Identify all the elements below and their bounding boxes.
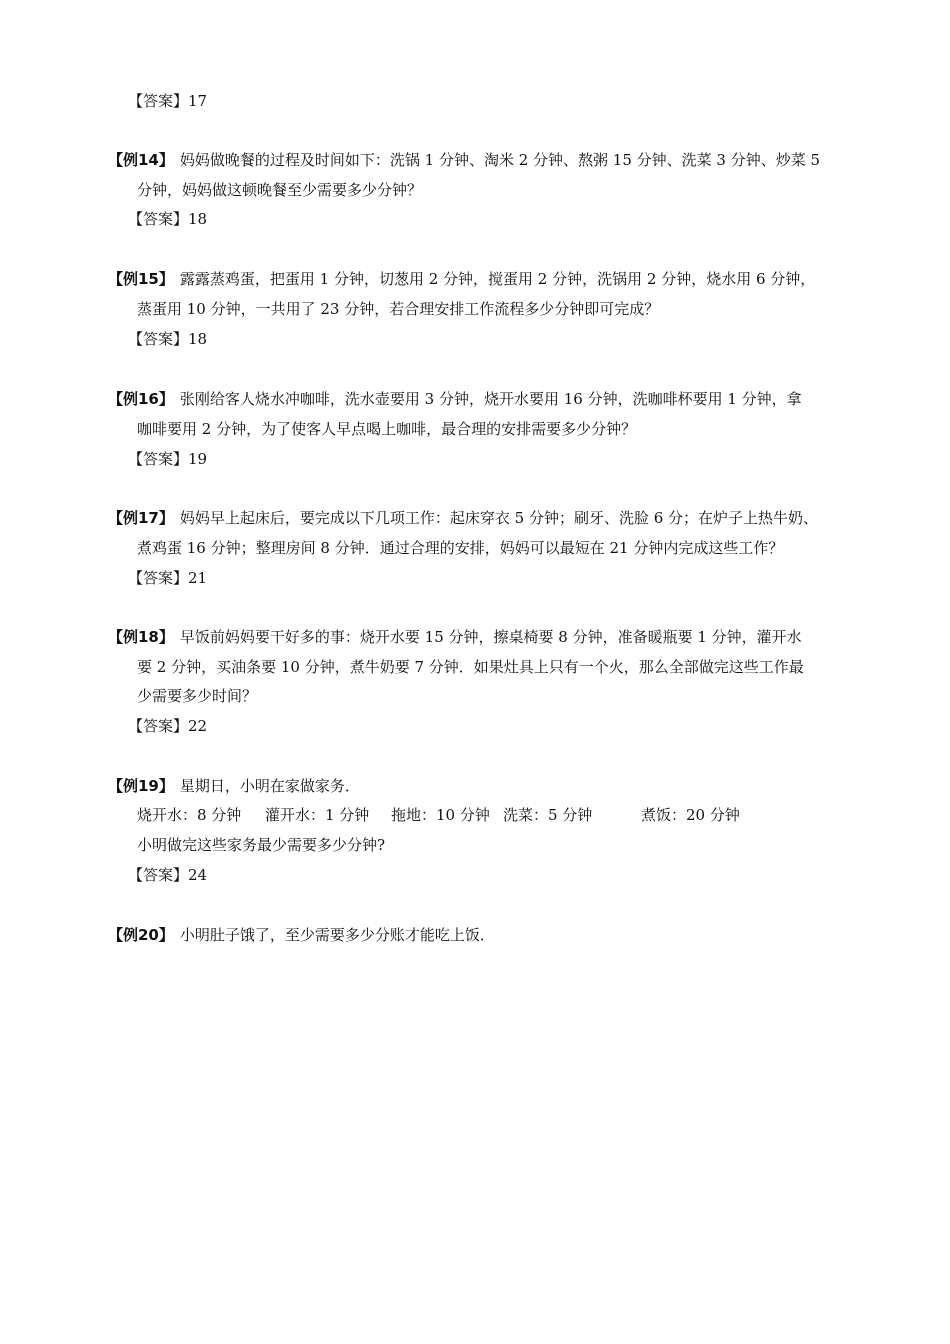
task-item: 煮饭：20 分钟: [641, 806, 740, 824]
answer-label: 【答案】: [128, 866, 189, 884]
example-text: 妈妈做晚餐的过程及时间如下：洗锅 1 分钟、淘米 2 分钟、熬粥 15 分钟、洗菜 3 分钟、炒菜 5: [179, 151, 821, 169]
example-text: 星期日，小明在家做家务．: [179, 777, 360, 795]
answer-label: 【答案】: [128, 330, 189, 348]
answer-row: [128, 329, 207, 349]
answer-row: [128, 209, 207, 229]
example-label: 【例16】: [108, 390, 174, 408]
answer-row: [128, 91, 207, 111]
example-text: 小明肚子饿了，至少需要多少分账才能吃上饭．: [179, 926, 495, 944]
example-text: 露露蒸鸡蛋，把蛋用 1 分钟，切葱用 2 分钟，搅蛋用 2 分钟，洗锅用 2 分钟，烧水用 6 分钟，: [179, 270, 816, 288]
task-item: 拖地：10 分钟: [391, 806, 490, 824]
answer-label: 【答案】: [128, 210, 189, 228]
example-18-line-2: 要 2 分钟，买油条要 10 分钟，煮牛奶要 7 分钟．如果灶具上只有一个火，那么全部做完这些工作最: [137, 658, 804, 676]
task-list: [137, 805, 740, 825]
example-label: 【例19】: [108, 777, 174, 795]
example-15-line-2: 蒸蛋用 10 分钟，一共用了 23 分钟，若合理安排工作流程多少分钟即可完成？: [137, 300, 660, 318]
task-item: 烧开水：8 分钟: [137, 806, 242, 824]
answer-row: [128, 568, 207, 588]
example-17-line-1: [108, 508, 818, 528]
example-text: 早饭前妈妈要干好多的事：烧开水要 15 分钟，擦桌椅要 8 分钟，准备暖瓶要 1 分钟，灌开水: [179, 628, 802, 646]
example-16-line-2: 咖啡要用 2 分钟，为了使客人早点喝上咖啡，最合理的安排需要多少分钟？: [137, 420, 637, 438]
answer-value: 24: [188, 866, 208, 884]
answer-row: [128, 449, 207, 469]
task-item: 洗菜：5 分钟: [503, 806, 593, 824]
example-14-line-1: [108, 150, 820, 170]
answer-label: 【答案】: [128, 717, 189, 735]
answer-label: 【答案】: [128, 92, 189, 110]
example-label: 【例15】: [108, 270, 174, 288]
example-15-line-1: [108, 269, 815, 289]
answer-value: 18: [188, 210, 208, 228]
answer-value: 21: [188, 569, 208, 587]
answer-value: 17: [188, 92, 208, 110]
answer-value: 18: [188, 330, 208, 348]
example-20-line-1: [108, 925, 495, 945]
example-text: 妈妈早上起床后，要完成以下几项工作：起床穿衣 5 分钟；刷牙、洗脸 6 分；在炉子上热牛奶、: [179, 509, 819, 527]
example-text: 张刚给客人烧水冲咖啡，洗水壶要用 3 分钟，烧开水要用 16 分钟，洗咖啡杯要用 1 分钟，拿: [179, 390, 802, 408]
task-item: 灌开水：1 分钟: [265, 806, 370, 824]
example-18-line-3: 少需要多少时间？: [137, 687, 258, 705]
example-19-question: 小明做完这些家务最少需要多少分钟?: [137, 836, 386, 854]
answer-label: 【答案】: [128, 450, 189, 468]
answer-row: [128, 716, 207, 736]
answer-value: 19: [188, 450, 208, 468]
example-19-line-1: [108, 776, 360, 796]
answer-row: [128, 865, 207, 885]
example-16-line-1: [108, 389, 802, 409]
example-17-line-2: 煮鸡蛋 16 分钟；整理房间 8 分钟．通过合理的安排，妈妈可以最短在 21 分钟内完成这些工作？: [137, 539, 784, 557]
example-label: 【例18】: [108, 628, 174, 646]
answer-label: 【答案】: [128, 569, 189, 587]
example-label: 【例17】: [108, 509, 174, 527]
example-label: 【例20】: [108, 926, 174, 944]
example-label: 【例14】: [108, 151, 174, 169]
answer-value: 22: [188, 717, 208, 735]
example-18-line-1: [108, 627, 802, 647]
example-14-line-2: 分钟，妈妈做这顿晚餐至少需要多少分钟？: [137, 181, 423, 199]
